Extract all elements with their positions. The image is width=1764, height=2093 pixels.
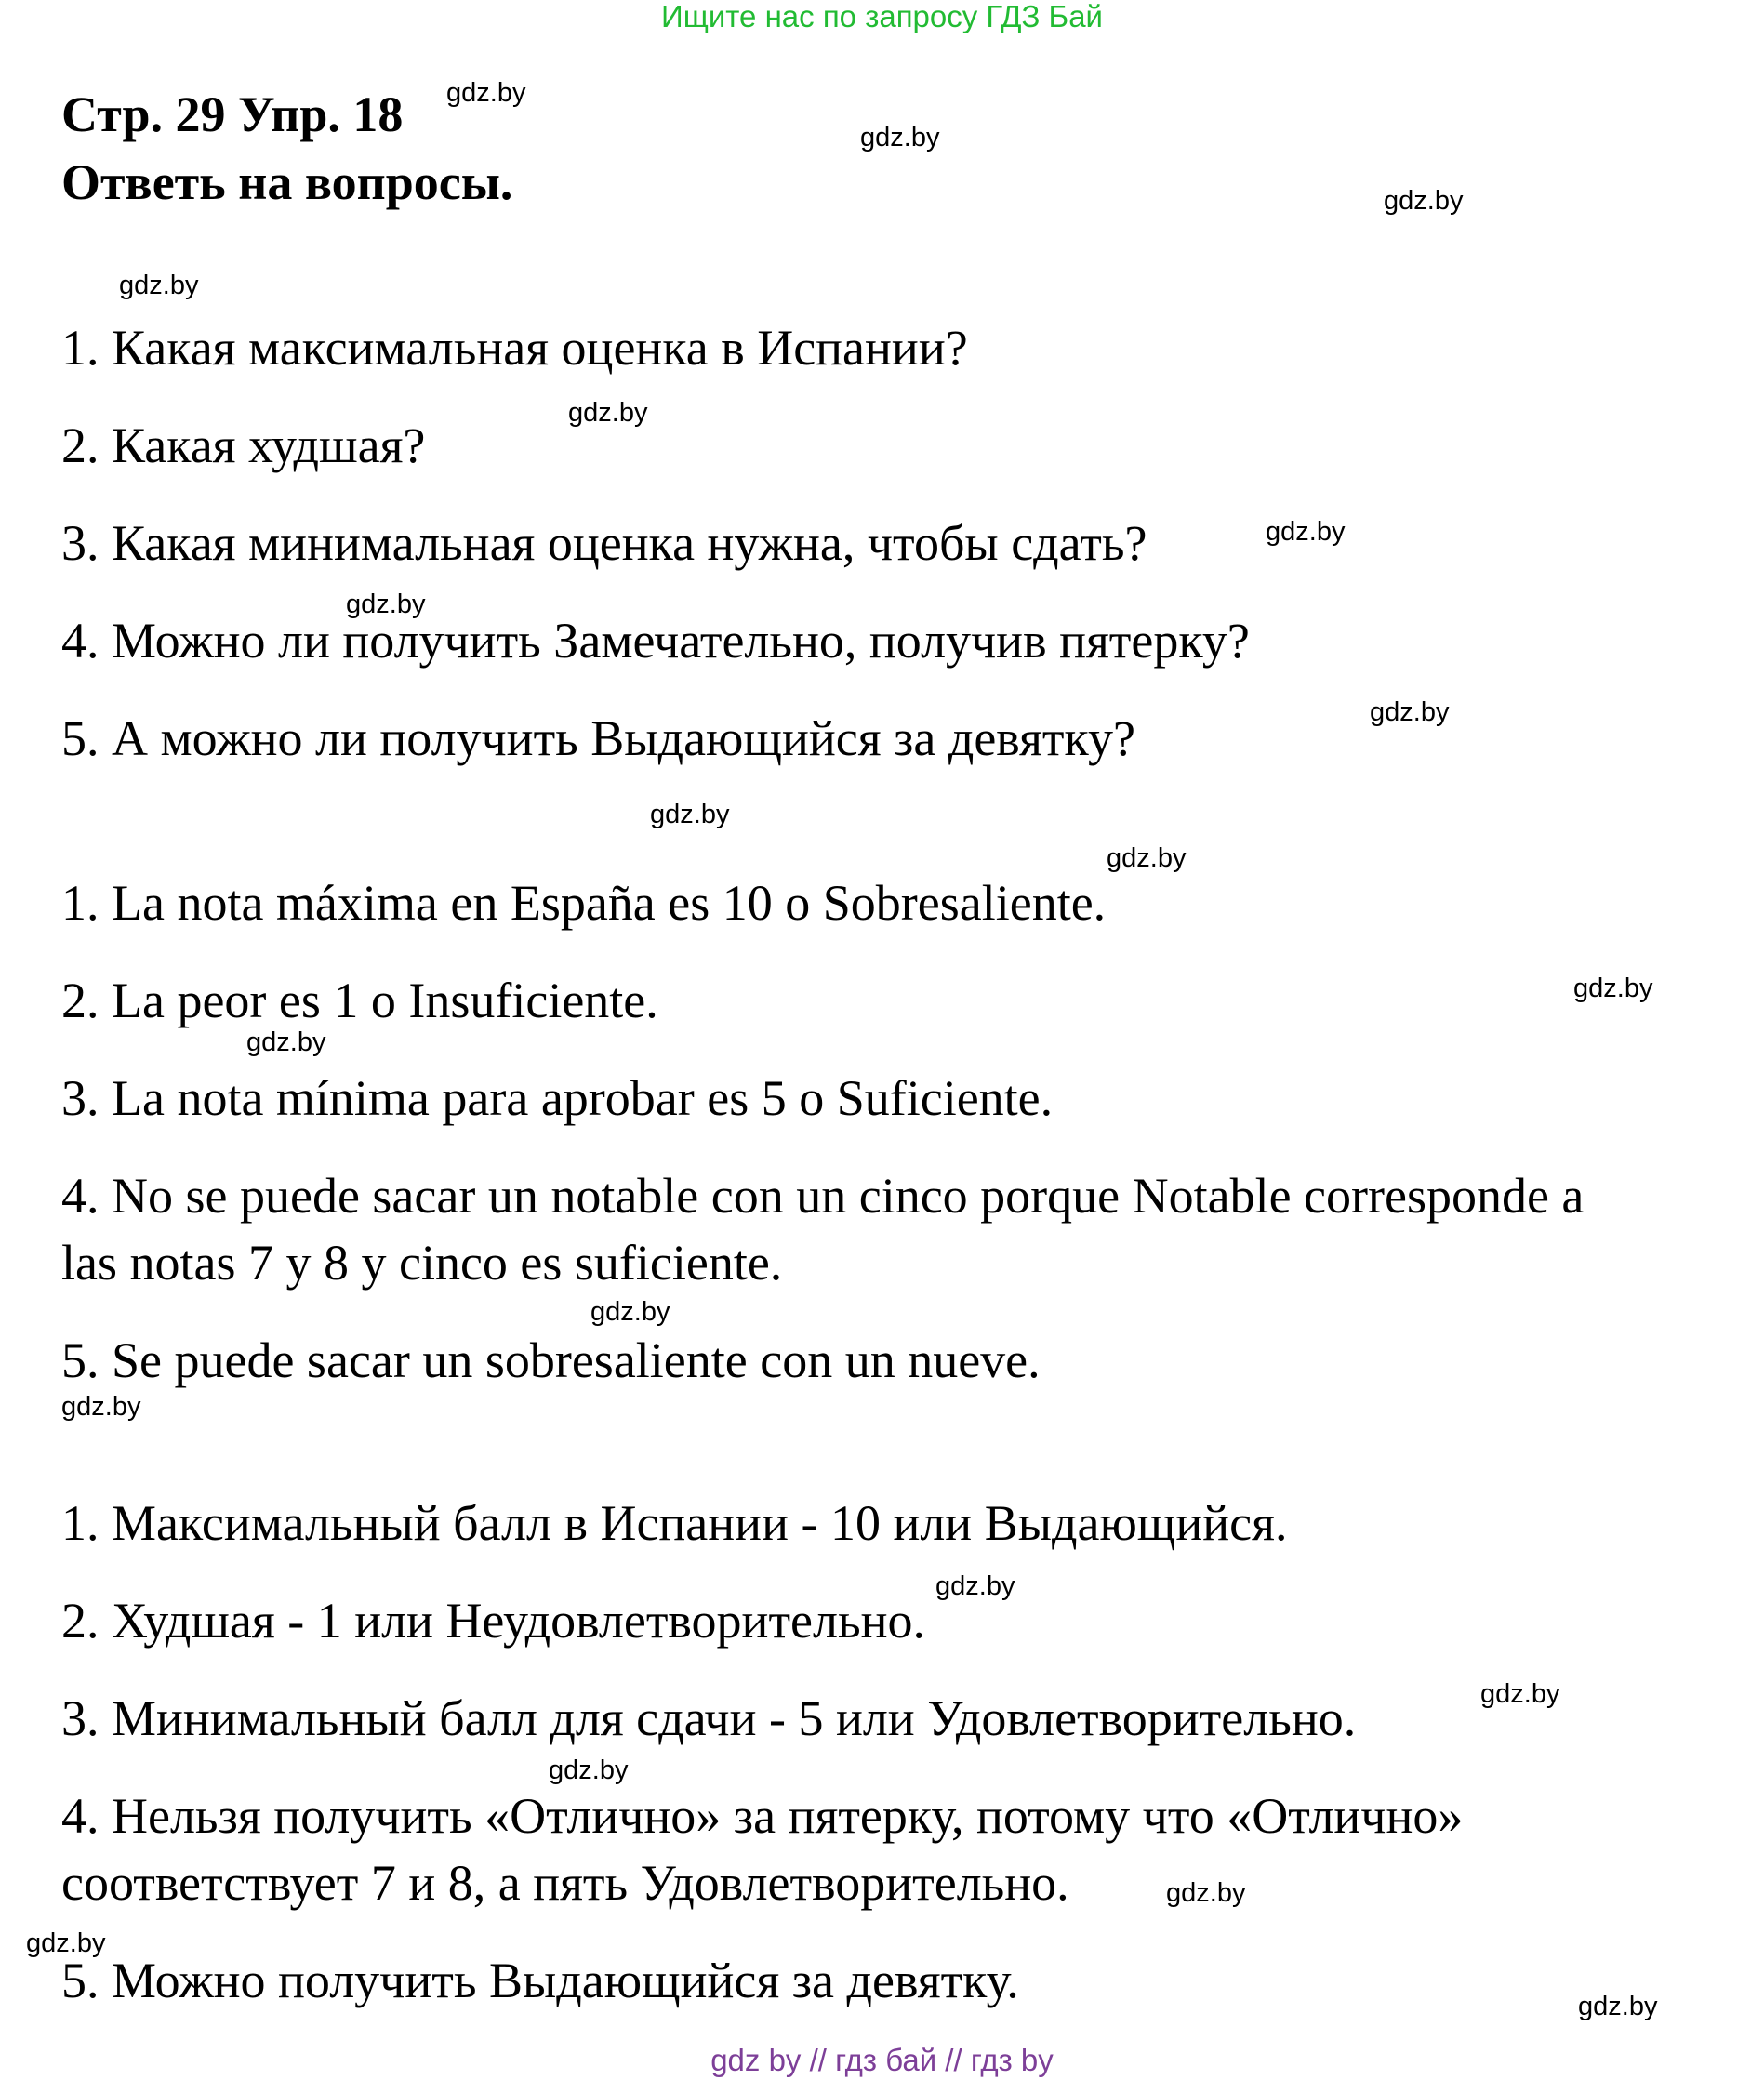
watermark: gdz.by [1480, 1679, 1560, 1709]
watermark: gdz.by [590, 1297, 670, 1327]
question-item: 2. Какая худшая? [61, 417, 426, 473]
watermark: gdz.by [119, 271, 199, 300]
watermark: gdz.by [935, 1571, 1015, 1601]
answer-es-item: 2. La peor es 1 o Insuficiente. [61, 973, 658, 1028]
watermark: gdz.by [61, 1392, 141, 1422]
watermark: gdz.by [1370, 697, 1450, 727]
watermark: gdz.by [1573, 974, 1653, 1003]
question-item: 1. Какая максимальная оценка в Испании? [61, 320, 968, 376]
watermark: gdz.by [549, 1755, 629, 1785]
question-item: 5. А можно ли получить Выдающийся за девятку? [61, 710, 1135, 766]
watermark: gdz.by [1166, 1878, 1246, 1908]
watermark: gdz.by [568, 398, 648, 428]
watermark: gdz.by [26, 1928, 106, 1958]
answer-es-item: 5. Se puede sacar un sobresaliente con un nueve. [61, 1332, 1041, 1388]
answer-ru-item: 3. Минимальный балл для сдачи - 5 или Удовлетворительно. [61, 1690, 1357, 1746]
answer-es-item-continuation: las notas 7 y 8 y cinco es suficiente. [61, 1235, 783, 1291]
top-banner: Ищите нас по запросу ГДЗ Бай [661, 0, 1103, 33]
answer-es-item: 1. La nota máxima en España es 10 o Sobresaliente. [61, 875, 1107, 931]
question-item: 3. Какая минимальная оценка нужна, чтобы сдать? [61, 515, 1147, 571]
answer-ru-item: 4. Нельзя получить «Отлично» за пятерку, потому что «Отлично» [61, 1788, 1464, 1844]
watermark: gdz.by [246, 1027, 326, 1057]
answer-ru-item: 5. Можно получить Выдающийся за девятку. [61, 1953, 1019, 2008]
watermark: gdz.by [1107, 843, 1187, 873]
watermark: gdz.by [860, 123, 940, 152]
watermark: gdz.by [650, 800, 730, 829]
answer-es-item: 4. No se puede sacar un notable con un cinco porque Notable corresponde a [61, 1168, 1585, 1224]
footer-links: gdz by // гдз бай // гдз by [710, 2043, 1054, 2077]
watermark: gdz.by [346, 589, 426, 619]
watermark: gdz.by [446, 78, 526, 108]
answer-es-item: 3. La nota mínima para aprobar es 5 o Suficiente. [61, 1070, 1054, 1126]
answer-ru-item: 2. Худшая - 1 или Неудовлетворительно. [61, 1593, 925, 1649]
watermark: gdz.by [1578, 1992, 1658, 2021]
question-item: 4. Можно ли получить Замечательно, получив пятерку? [61, 613, 1250, 669]
answer-ru-item: 1. Максимальный балл в Испании - 10 или Выдающийся. [61, 1495, 1288, 1551]
watermark: gdz.by [1384, 186, 1464, 216]
answer-ru-item-continuation: соответствует 7 и 8, а пять Удовлетворительно. [61, 1855, 1069, 1911]
page-subtitle: Ответь на вопросы. [61, 154, 513, 210]
page-title: Стр. 29 Упр. 18 [61, 86, 404, 142]
watermark: gdz.by [1266, 517, 1346, 547]
